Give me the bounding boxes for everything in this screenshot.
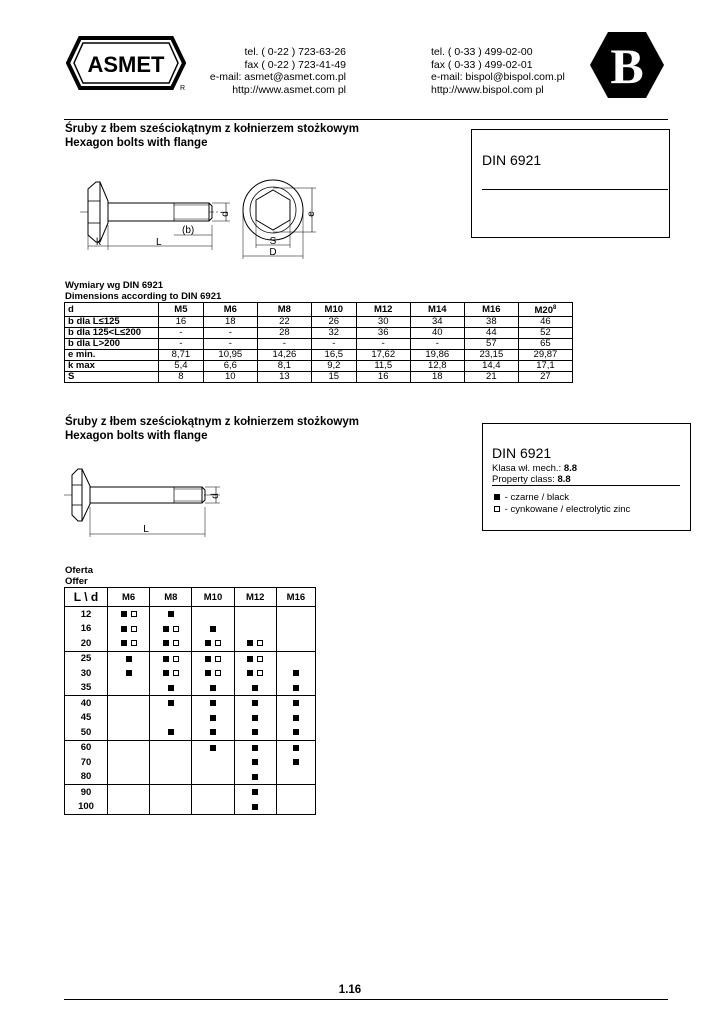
offer-availability-cell xyxy=(150,681,192,696)
dims-row-label: b dla 125<L≤200 xyxy=(65,328,159,339)
bispol-logo-letter: B xyxy=(610,38,644,94)
offer-length-cell: 70 xyxy=(65,755,108,770)
dims-cell: 10 xyxy=(203,372,257,383)
offer-title-pl: Oferta xyxy=(65,565,93,576)
offer-availability-cell xyxy=(150,711,192,726)
offer-availability-cell xyxy=(150,696,192,711)
filled-square-icon xyxy=(252,745,258,751)
offer-availability-cell xyxy=(192,785,234,800)
offer-availability-cell xyxy=(276,785,315,800)
offer-availability-cell xyxy=(108,740,150,755)
dims-cell: 38 xyxy=(464,317,518,328)
dims-cell: 28 xyxy=(257,328,311,339)
dims-cell: 52 xyxy=(518,328,572,339)
dims-header-text: M14 xyxy=(428,303,447,315)
dims-row xyxy=(65,372,573,383)
offer-availability-cell xyxy=(108,666,150,681)
dims-cell: 26 xyxy=(311,317,356,328)
property-class-pl-value: 8.8 xyxy=(563,463,578,474)
dims-cell: 46 xyxy=(518,317,572,328)
offer-row xyxy=(65,622,316,637)
bolt-drawing-simple xyxy=(60,465,230,541)
dims-header-text: d xyxy=(68,303,74,315)
dims-row-label: S xyxy=(65,372,159,383)
property-class-pl-label: Klasa wł. mech.: xyxy=(492,463,562,474)
dims-row xyxy=(65,361,573,372)
dims-header-text: M5 xyxy=(174,303,188,315)
offer-header-cell: M6 xyxy=(108,588,150,607)
offer-table xyxy=(64,587,316,815)
filled-square-icon xyxy=(252,759,258,765)
offer-availability-cell xyxy=(192,740,234,755)
dims-cell: 17,1 xyxy=(518,361,572,372)
drawing1-label-e: e xyxy=(306,211,317,217)
offer-availability-cell xyxy=(192,770,234,785)
dims-header-cell xyxy=(203,303,257,317)
filled-square-icon xyxy=(252,685,258,691)
offer-availability-cell xyxy=(108,755,150,770)
asmet-reg-mark: R xyxy=(180,85,186,92)
dims-row-label: k max xyxy=(65,361,159,372)
offer-availability-cell xyxy=(192,622,234,637)
din-box-offer xyxy=(482,423,691,531)
filled-square-icon xyxy=(121,611,127,617)
offer-availability-cell xyxy=(108,770,150,785)
section2-title-en: Hexagon bolts with flange xyxy=(65,430,208,442)
offer-length-cell: 12 xyxy=(65,607,108,622)
offer-row xyxy=(65,770,316,785)
filled-square-icon xyxy=(121,626,127,632)
filled-square-icon xyxy=(210,715,216,721)
bispol-fax: fax ( 0-33 ) 499-02-01 xyxy=(431,58,533,71)
dims-header-cell xyxy=(518,303,572,317)
offer-length-cell: 90 xyxy=(65,785,108,800)
offer-availability-cell xyxy=(150,755,192,770)
offer-availability-cell xyxy=(234,696,276,711)
filled-square-icon xyxy=(126,670,132,676)
dims-row xyxy=(65,350,573,361)
offer-row xyxy=(65,800,316,815)
offer-header-row xyxy=(65,588,316,607)
dims-cell: 40 xyxy=(410,328,464,339)
filled-square-icon xyxy=(252,804,258,810)
offer-availability-cell xyxy=(276,725,315,740)
dims-header-cell xyxy=(257,303,311,317)
offer-length-cell: 45 xyxy=(65,711,108,726)
offer-availability-cell xyxy=(108,696,150,711)
offer-header-cell: M12 xyxy=(234,588,276,607)
offer-availability-cell xyxy=(192,711,234,726)
offer-availability-cell xyxy=(108,725,150,740)
dims-header-cell xyxy=(311,303,356,317)
offer-row xyxy=(65,740,316,755)
offer-availability-cell xyxy=(192,681,234,696)
offer-availability-cell xyxy=(234,770,276,785)
offer-availability-cell xyxy=(150,725,192,740)
offer-availability-cell xyxy=(192,755,234,770)
filled-square-icon xyxy=(168,685,174,691)
offer-availability-cell xyxy=(150,651,192,666)
offer-availability-cell xyxy=(276,696,315,711)
dims-cell: 32 xyxy=(311,328,356,339)
dims-header-superscript: 8 xyxy=(553,305,557,311)
offer-availability-cell xyxy=(276,607,315,622)
dims-cell: 9,2 xyxy=(311,361,356,372)
section1-title-pl: Śruby z łbem sześciokątnym z kołnierzem stożkowym xyxy=(65,123,359,135)
filled-square-icon xyxy=(210,729,216,735)
dims-cell: 44 xyxy=(464,328,518,339)
offer-header-cell: L \ d xyxy=(65,588,108,607)
dims-cell: - xyxy=(159,339,204,350)
hollow-square-icon xyxy=(173,640,179,646)
filled-square-icon xyxy=(210,626,216,632)
dims-title-en: Dimensions according to DIN 6921 xyxy=(65,291,222,302)
filled-square-icon xyxy=(168,611,174,617)
dims-row-label: b dla L>200 xyxy=(65,339,159,350)
hollow-square-icon xyxy=(494,506,500,512)
hollow-square-icon xyxy=(215,670,221,676)
offer-availability-cell xyxy=(150,740,192,755)
offer-header-cell: M16 xyxy=(276,588,315,607)
dims-cell: - xyxy=(159,328,204,339)
offer-length-cell: 16 xyxy=(65,622,108,637)
filled-square-icon xyxy=(205,640,211,646)
property-class-pl xyxy=(492,463,577,474)
hollow-square-icon xyxy=(173,626,179,632)
dims-row-label: e min. xyxy=(65,350,159,361)
filled-square-icon xyxy=(247,656,253,662)
dims-cell: 18 xyxy=(410,372,464,383)
offer-availability-cell xyxy=(108,651,150,666)
dims-cell: 13 xyxy=(257,372,311,383)
dims-header-cell xyxy=(356,303,410,317)
offer-availability-cell xyxy=(108,636,150,651)
dims-cell: 16,5 xyxy=(311,350,356,361)
offer-availability-cell xyxy=(276,770,315,785)
dims-header-cell xyxy=(410,303,464,317)
bispol-logo xyxy=(588,30,666,100)
section1-title-en: Hexagon bolts with flange xyxy=(65,137,208,149)
offer-availability-cell xyxy=(150,785,192,800)
offer-availability-cell xyxy=(150,622,192,637)
offer-availability-cell xyxy=(108,711,150,726)
filled-square-icon xyxy=(205,670,211,676)
dims-cell: - xyxy=(257,339,311,350)
dims-cell: 17,62 xyxy=(356,350,410,361)
offer-availability-cell xyxy=(150,607,192,622)
filled-square-icon xyxy=(210,745,216,751)
dims-cell: 57 xyxy=(464,339,518,350)
offer-availability-cell xyxy=(150,770,192,785)
filled-square-icon xyxy=(168,729,174,735)
bispol-url[interactable]: http://www.bispol.com pl xyxy=(431,83,544,96)
filled-square-icon xyxy=(252,774,258,780)
section2-title-pl: Śruby z łbem sześciokątnym z kołnierzem stożkowym xyxy=(65,416,359,428)
offer-row xyxy=(65,607,316,622)
dims-cell: 15 xyxy=(311,372,356,383)
filled-square-icon xyxy=(163,640,169,646)
filled-square-icon xyxy=(163,656,169,662)
legend-black-text: - czarne / black xyxy=(504,492,570,503)
offer-availability-cell xyxy=(234,725,276,740)
filled-square-icon xyxy=(293,715,299,721)
drawing1-label-k: k xyxy=(96,237,101,248)
offer-availability-cell xyxy=(192,696,234,711)
offer-availability-cell xyxy=(276,666,315,681)
dims-row-label: b dla L≤125 xyxy=(65,317,159,328)
filled-square-icon xyxy=(247,640,253,646)
drawing1-label-d: d xyxy=(220,211,231,217)
offer-availability-cell xyxy=(108,785,150,800)
offer-availability-cell xyxy=(192,651,234,666)
footer-rule xyxy=(64,999,668,1000)
offer-availability-cell xyxy=(276,622,315,637)
offer-availability-cell xyxy=(234,622,276,637)
dims-header-cell xyxy=(65,303,159,317)
asmet-url[interactable]: http://www.asmet.com pl xyxy=(232,83,346,96)
legend-black xyxy=(492,492,569,503)
dims-row xyxy=(65,328,573,339)
legend-zinc xyxy=(492,504,630,515)
din-box-top-rule xyxy=(482,189,668,190)
offer-length-cell: 40 xyxy=(65,696,108,711)
dims-cell: - xyxy=(203,328,257,339)
hollow-square-icon xyxy=(131,611,137,617)
offer-availability-cell xyxy=(150,800,192,815)
dims-header-text: M20 xyxy=(534,305,553,317)
bispol-email[interactable]: e-mail: bispol@bispol.com.pl xyxy=(431,71,565,83)
dims-cell: 22 xyxy=(257,317,311,328)
offer-availability-cell xyxy=(108,681,150,696)
dims-cell: 16 xyxy=(356,372,410,383)
filled-square-icon xyxy=(293,729,299,735)
dims-cell: 23,15 xyxy=(464,350,518,361)
hollow-square-icon xyxy=(257,640,263,646)
hollow-square-icon xyxy=(131,626,137,632)
dims-cell: 65 xyxy=(518,339,572,350)
header-rule xyxy=(64,119,668,120)
dims-cell: - xyxy=(203,339,257,350)
dimensions-table xyxy=(64,302,573,383)
offer-availability-cell xyxy=(192,725,234,740)
dims-cell: 29,87 xyxy=(518,350,572,361)
offer-availability-cell xyxy=(150,666,192,681)
dims-cell: 34 xyxy=(410,317,464,328)
filled-square-icon xyxy=(293,700,299,706)
filled-square-icon xyxy=(494,494,500,500)
asmet-logo-text: ASMET xyxy=(87,52,165,77)
offer-availability-cell xyxy=(192,666,234,681)
offer-availability-cell xyxy=(276,800,315,815)
drawing2-label-L: L xyxy=(143,524,149,535)
offer-availability-cell xyxy=(276,711,315,726)
page-number: 1.16 xyxy=(338,984,362,996)
dims-header-text: M12 xyxy=(373,303,393,315)
filled-square-icon xyxy=(252,700,258,706)
dims-cell: 8,71 xyxy=(159,350,204,361)
hollow-square-icon xyxy=(215,656,221,662)
offer-length-cell: 60 xyxy=(65,740,108,755)
offer-title-en: Offer xyxy=(65,576,88,587)
dims-row xyxy=(65,317,573,328)
filled-square-icon xyxy=(293,670,299,676)
drawing1-label-b: (b) xyxy=(182,225,195,236)
offer-availability-cell xyxy=(276,651,315,666)
offer-availability-cell xyxy=(108,622,150,637)
dims-cell: 21 xyxy=(464,372,518,383)
offer-availability-cell xyxy=(192,800,234,815)
din-box-top xyxy=(471,129,670,238)
hollow-square-icon xyxy=(173,656,179,662)
filled-square-icon xyxy=(252,789,258,795)
filled-square-icon xyxy=(163,670,169,676)
offer-row xyxy=(65,785,316,800)
offer-availability-cell xyxy=(234,711,276,726)
dims-cell: 30 xyxy=(356,317,410,328)
filled-square-icon xyxy=(205,656,211,662)
dims-header-cell xyxy=(464,303,518,317)
filled-square-icon xyxy=(126,656,132,662)
filled-square-icon xyxy=(293,685,299,691)
dims-header-text: M8 xyxy=(277,303,291,315)
filled-square-icon xyxy=(121,640,127,646)
hollow-square-icon xyxy=(131,640,137,646)
dims-header-text: M6 xyxy=(223,303,237,315)
filled-square-icon xyxy=(163,626,169,632)
offer-row xyxy=(65,666,316,681)
offer-availability-cell xyxy=(150,636,192,651)
dims-cell: 14,4 xyxy=(464,361,518,372)
dims-cell: 14,26 xyxy=(257,350,311,361)
offer-header-cell: M8 xyxy=(150,588,192,607)
offer-availability-cell xyxy=(234,755,276,770)
bispol-contact xyxy=(431,46,565,96)
offer-header-cell: M10 xyxy=(192,588,234,607)
filled-square-icon xyxy=(210,685,216,691)
din-box-top-title: DIN 6921 xyxy=(482,152,542,168)
hollow-square-icon xyxy=(257,670,263,676)
offer-length-cell: 50 xyxy=(65,725,108,740)
dims-cell: 36 xyxy=(356,328,410,339)
filled-square-icon xyxy=(252,715,258,721)
dims-cell: 18 xyxy=(203,317,257,328)
offer-availability-cell xyxy=(192,636,234,651)
dims-cell: - xyxy=(356,339,410,350)
offer-availability-cell xyxy=(192,607,234,622)
offer-row xyxy=(65,681,316,696)
offer-availability-cell xyxy=(108,607,150,622)
offer-availability-cell xyxy=(276,740,315,755)
hollow-square-icon xyxy=(173,670,179,676)
asmet-tel: tel. ( 0-22 ) 723-63-26 xyxy=(244,46,346,58)
dims-cell: 8,1 xyxy=(257,361,311,372)
offer-availability-cell xyxy=(234,607,276,622)
dims-cell: - xyxy=(410,339,464,350)
filled-square-icon xyxy=(210,700,216,706)
drawing1-label-D: D xyxy=(269,247,277,258)
filled-square-icon xyxy=(247,670,253,676)
asmet-fax: fax ( 0-22 ) 723-41-49 xyxy=(244,58,346,71)
din-box-offer-rule xyxy=(492,485,680,486)
dims-cell: 6,6 xyxy=(203,361,257,372)
offer-availability-cell xyxy=(234,636,276,651)
dims-cell: 10,95 xyxy=(203,350,257,361)
offer-row xyxy=(65,651,316,666)
dims-cell: 11,5 xyxy=(356,361,410,372)
offer-availability-cell xyxy=(234,666,276,681)
property-class-en-value: 8.8 xyxy=(557,474,571,485)
offer-row xyxy=(65,711,316,726)
asmet-contact xyxy=(210,46,346,96)
filled-square-icon xyxy=(252,729,258,735)
offer-length-cell: 30 xyxy=(65,666,108,681)
property-class-en xyxy=(492,474,571,485)
dims-row xyxy=(65,339,573,350)
offer-length-cell: 80 xyxy=(65,770,108,785)
asmet-logo xyxy=(64,36,188,92)
offer-availability-cell xyxy=(234,651,276,666)
dims-cell: 12,8 xyxy=(410,361,464,372)
legend-zinc-text: - cynkowane / electrolytic zinc xyxy=(504,504,631,515)
drawing1-label-S: S xyxy=(269,236,277,247)
dims-header-row xyxy=(65,303,573,317)
drawing1-label-L: L xyxy=(156,237,162,248)
offer-availability-cell xyxy=(234,681,276,696)
drawing2-label-d: d xyxy=(210,493,221,499)
dims-cell: 8 xyxy=(159,372,204,383)
filled-square-icon xyxy=(293,745,299,751)
offer-availability-cell xyxy=(234,740,276,755)
offer-length-cell: 25 xyxy=(65,651,108,666)
property-class-en-label: Property class: xyxy=(492,474,555,485)
dims-header-text: M16 xyxy=(482,303,501,315)
offer-availability-cell xyxy=(276,681,315,696)
dims-title-pl: Wymiary wg DIN 6921 xyxy=(65,280,164,291)
offer-availability-cell xyxy=(276,755,315,770)
offer-length-cell: 100 xyxy=(65,800,108,815)
offer-row xyxy=(65,725,316,740)
bispol-tel: tel. ( 0-33 ) 499-02-00 xyxy=(431,46,533,58)
dims-cell: - xyxy=(311,339,356,350)
dims-header-cell xyxy=(159,303,204,317)
offer-row xyxy=(65,636,316,651)
hollow-square-icon xyxy=(257,656,263,662)
hollow-square-icon xyxy=(215,640,221,646)
dims-cell: 5,4 xyxy=(159,361,204,372)
offer-length-cell: 20 xyxy=(65,636,108,651)
dims-cell: 16 xyxy=(159,317,204,328)
offer-length-cell: 35 xyxy=(65,681,108,696)
filled-square-icon xyxy=(293,759,299,765)
offer-row xyxy=(65,696,316,711)
offer-availability-cell xyxy=(108,800,150,815)
offer-availability-cell xyxy=(234,785,276,800)
asmet-email[interactable]: e-mail: asmet@asmet.com.pl xyxy=(209,71,346,83)
bolt-drawing-dimensioned xyxy=(60,170,340,262)
filled-square-icon xyxy=(168,700,174,706)
din-box-offer-title: DIN 6921 xyxy=(492,445,552,461)
dims-cell: 27 xyxy=(518,372,572,383)
offer-row xyxy=(65,755,316,770)
offer-availability-cell xyxy=(276,636,315,651)
dims-header-text: M10 xyxy=(324,303,344,315)
dims-cell: 19,86 xyxy=(410,350,464,361)
offer-availability-cell xyxy=(234,800,276,815)
